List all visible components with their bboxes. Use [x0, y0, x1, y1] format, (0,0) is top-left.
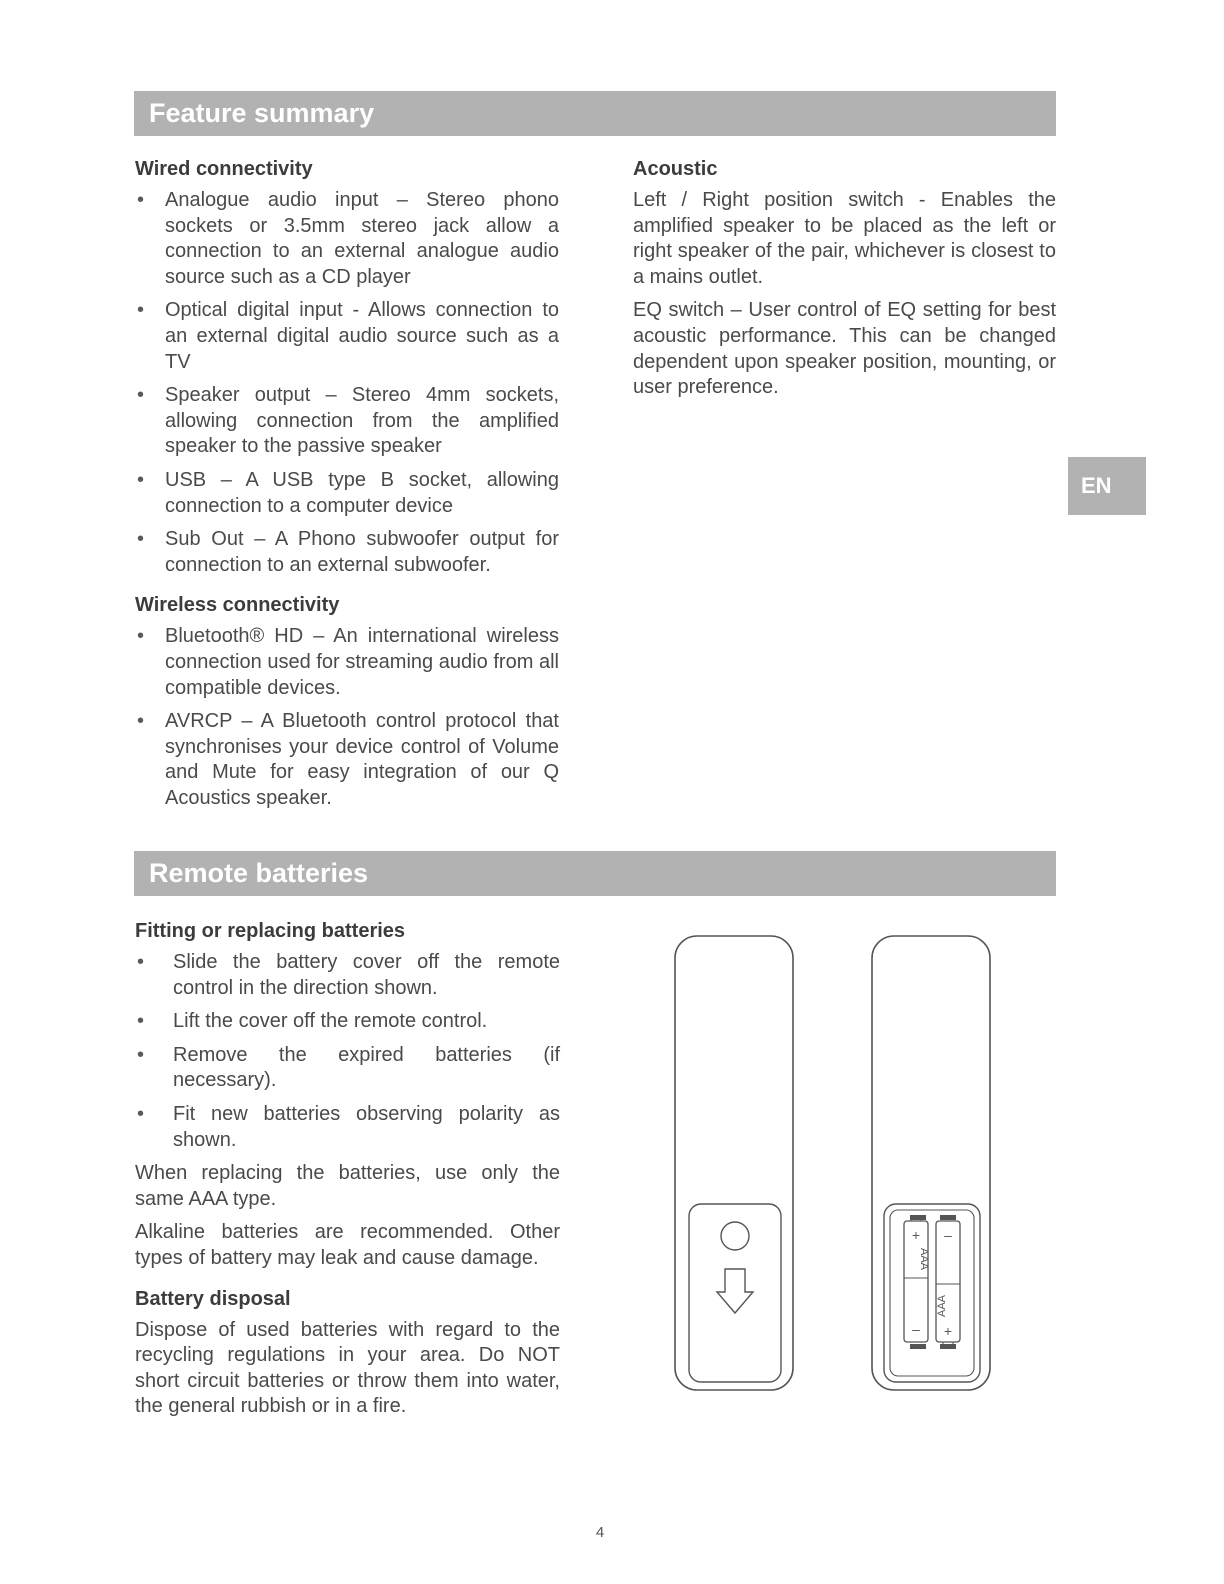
- battery-contact-bottom: [910, 1344, 926, 1349]
- battery-type-paragraph: When replacing the batteries, use only the same AAA type.: [135, 1162, 560, 1210]
- list-item: • USB – A USB type B socket, allowing connection to a computer device: [135, 468, 559, 519]
- remote-open-illustration: [870, 934, 994, 1394]
- battery-disposal-paragraph: Dispose of used batteries with regard to the recycling regulations in your area. Do NOT short circuit batteries or throw them into water, the general rubbish or in a fire.: [135, 1318, 560, 1418]
- remote-batteries-title: Remote batteries: [149, 858, 369, 888]
- list-item: • Sub Out – A Phono subwoofer output for connection to an external subwoofer.: [135, 527, 559, 578]
- wireless-connectivity-heading: Wireless connectivity: [135, 594, 340, 617]
- language-tab-label: EN: [1081, 473, 1112, 498]
- acoustic-column: [633, 156, 1056, 409]
- battery-right-type: AAA: [936, 1294, 948, 1318]
- battery-contact-top: [940, 1215, 956, 1220]
- fitting-steps-list: [135, 950, 560, 1153]
- page-number: 4: [595, 1524, 605, 1541]
- feature-summary-banner: [134, 91, 1056, 136]
- wireless-connectivity-list: [135, 624, 559, 811]
- remote-batteries-banner: [134, 851, 1056, 896]
- cover-release-circle-icon: [721, 1222, 749, 1250]
- list-item: • Remove the expired batteries (if necessary).: [135, 1043, 560, 1094]
- list-item: • Speaker output – Stereo 4mm sockets, allowing connection from the amplified speaker to the passive speaker: [135, 383, 559, 460]
- battery-left-plus: +: [911, 1227, 921, 1243]
- battery-right-minus: –: [944, 1227, 952, 1243]
- fitting-batteries-heading: Fitting or replacing batteries: [135, 920, 406, 942]
- eq-switch-paragraph: EQ switch – User control of EQ setting for best acoustic performance. This can be changed dependent upon speaker position, mounting, or user preference.: [633, 299, 1056, 399]
- battery-compartment-inner: [890, 1210, 974, 1376]
- list-item: • Lift the cover off the remote control.: [135, 1009, 560, 1035]
- position-switch-paragraph: Left / Right position switch - Enables the amplified speaker to be placed as the left or right speaker of the pair, whichever is closest to a mains outlet.: [633, 189, 1056, 288]
- list-item: • Slide the battery cover off the remote control in the direction shown.: [135, 950, 560, 1001]
- remote-body-outline: [675, 936, 793, 1390]
- wired-connectivity-list: [135, 188, 559, 578]
- battery-disposal-heading: Battery disposal: [135, 1287, 291, 1310]
- list-item: • Bluetooth® HD – An international wireless connection used for streaming audio from all compatible devices.: [135, 624, 559, 701]
- alkaline-paragraph: Alkaline batteries are recommended. Other types of battery may leak and cause damage.: [135, 1221, 560, 1269]
- feature-summary-title: Feature summary: [149, 98, 375, 128]
- batteries-column: [135, 918, 560, 1428]
- language-tab: [1068, 457, 1146, 515]
- list-item: • Analogue audio input – Stereo phono sockets or 3.5mm stereo jack allow a connection to an external analogue audio source such as a CD player: [135, 188, 559, 290]
- battery-cover-outline: [689, 1204, 781, 1382]
- list-item: • AVRCP – A Bluetooth control protocol that synchronises your device control of Volume and Mute for easy integration of our Q Acoustics speaker.: [135, 709, 559, 811]
- remote-closed-illustration: [673, 934, 797, 1394]
- slide-down-arrow-icon: [717, 1269, 753, 1313]
- battery-compartment-outer: [884, 1204, 980, 1382]
- battery-left-type: AAA: [918, 1247, 930, 1271]
- connectivity-column: [135, 156, 559, 825]
- list-item: • Optical digital input - Allows connection to an external digital audio source such as a TV: [135, 298, 559, 375]
- battery-left-minus: –: [912, 1321, 920, 1337]
- acoustic-heading: Acoustic: [633, 158, 718, 180]
- battery-right-plus: +: [943, 1323, 953, 1339]
- wired-connectivity-heading: Wired connectivity: [135, 158, 313, 180]
- list-item: • Fit new batteries observing polarity as shown.: [135, 1102, 560, 1153]
